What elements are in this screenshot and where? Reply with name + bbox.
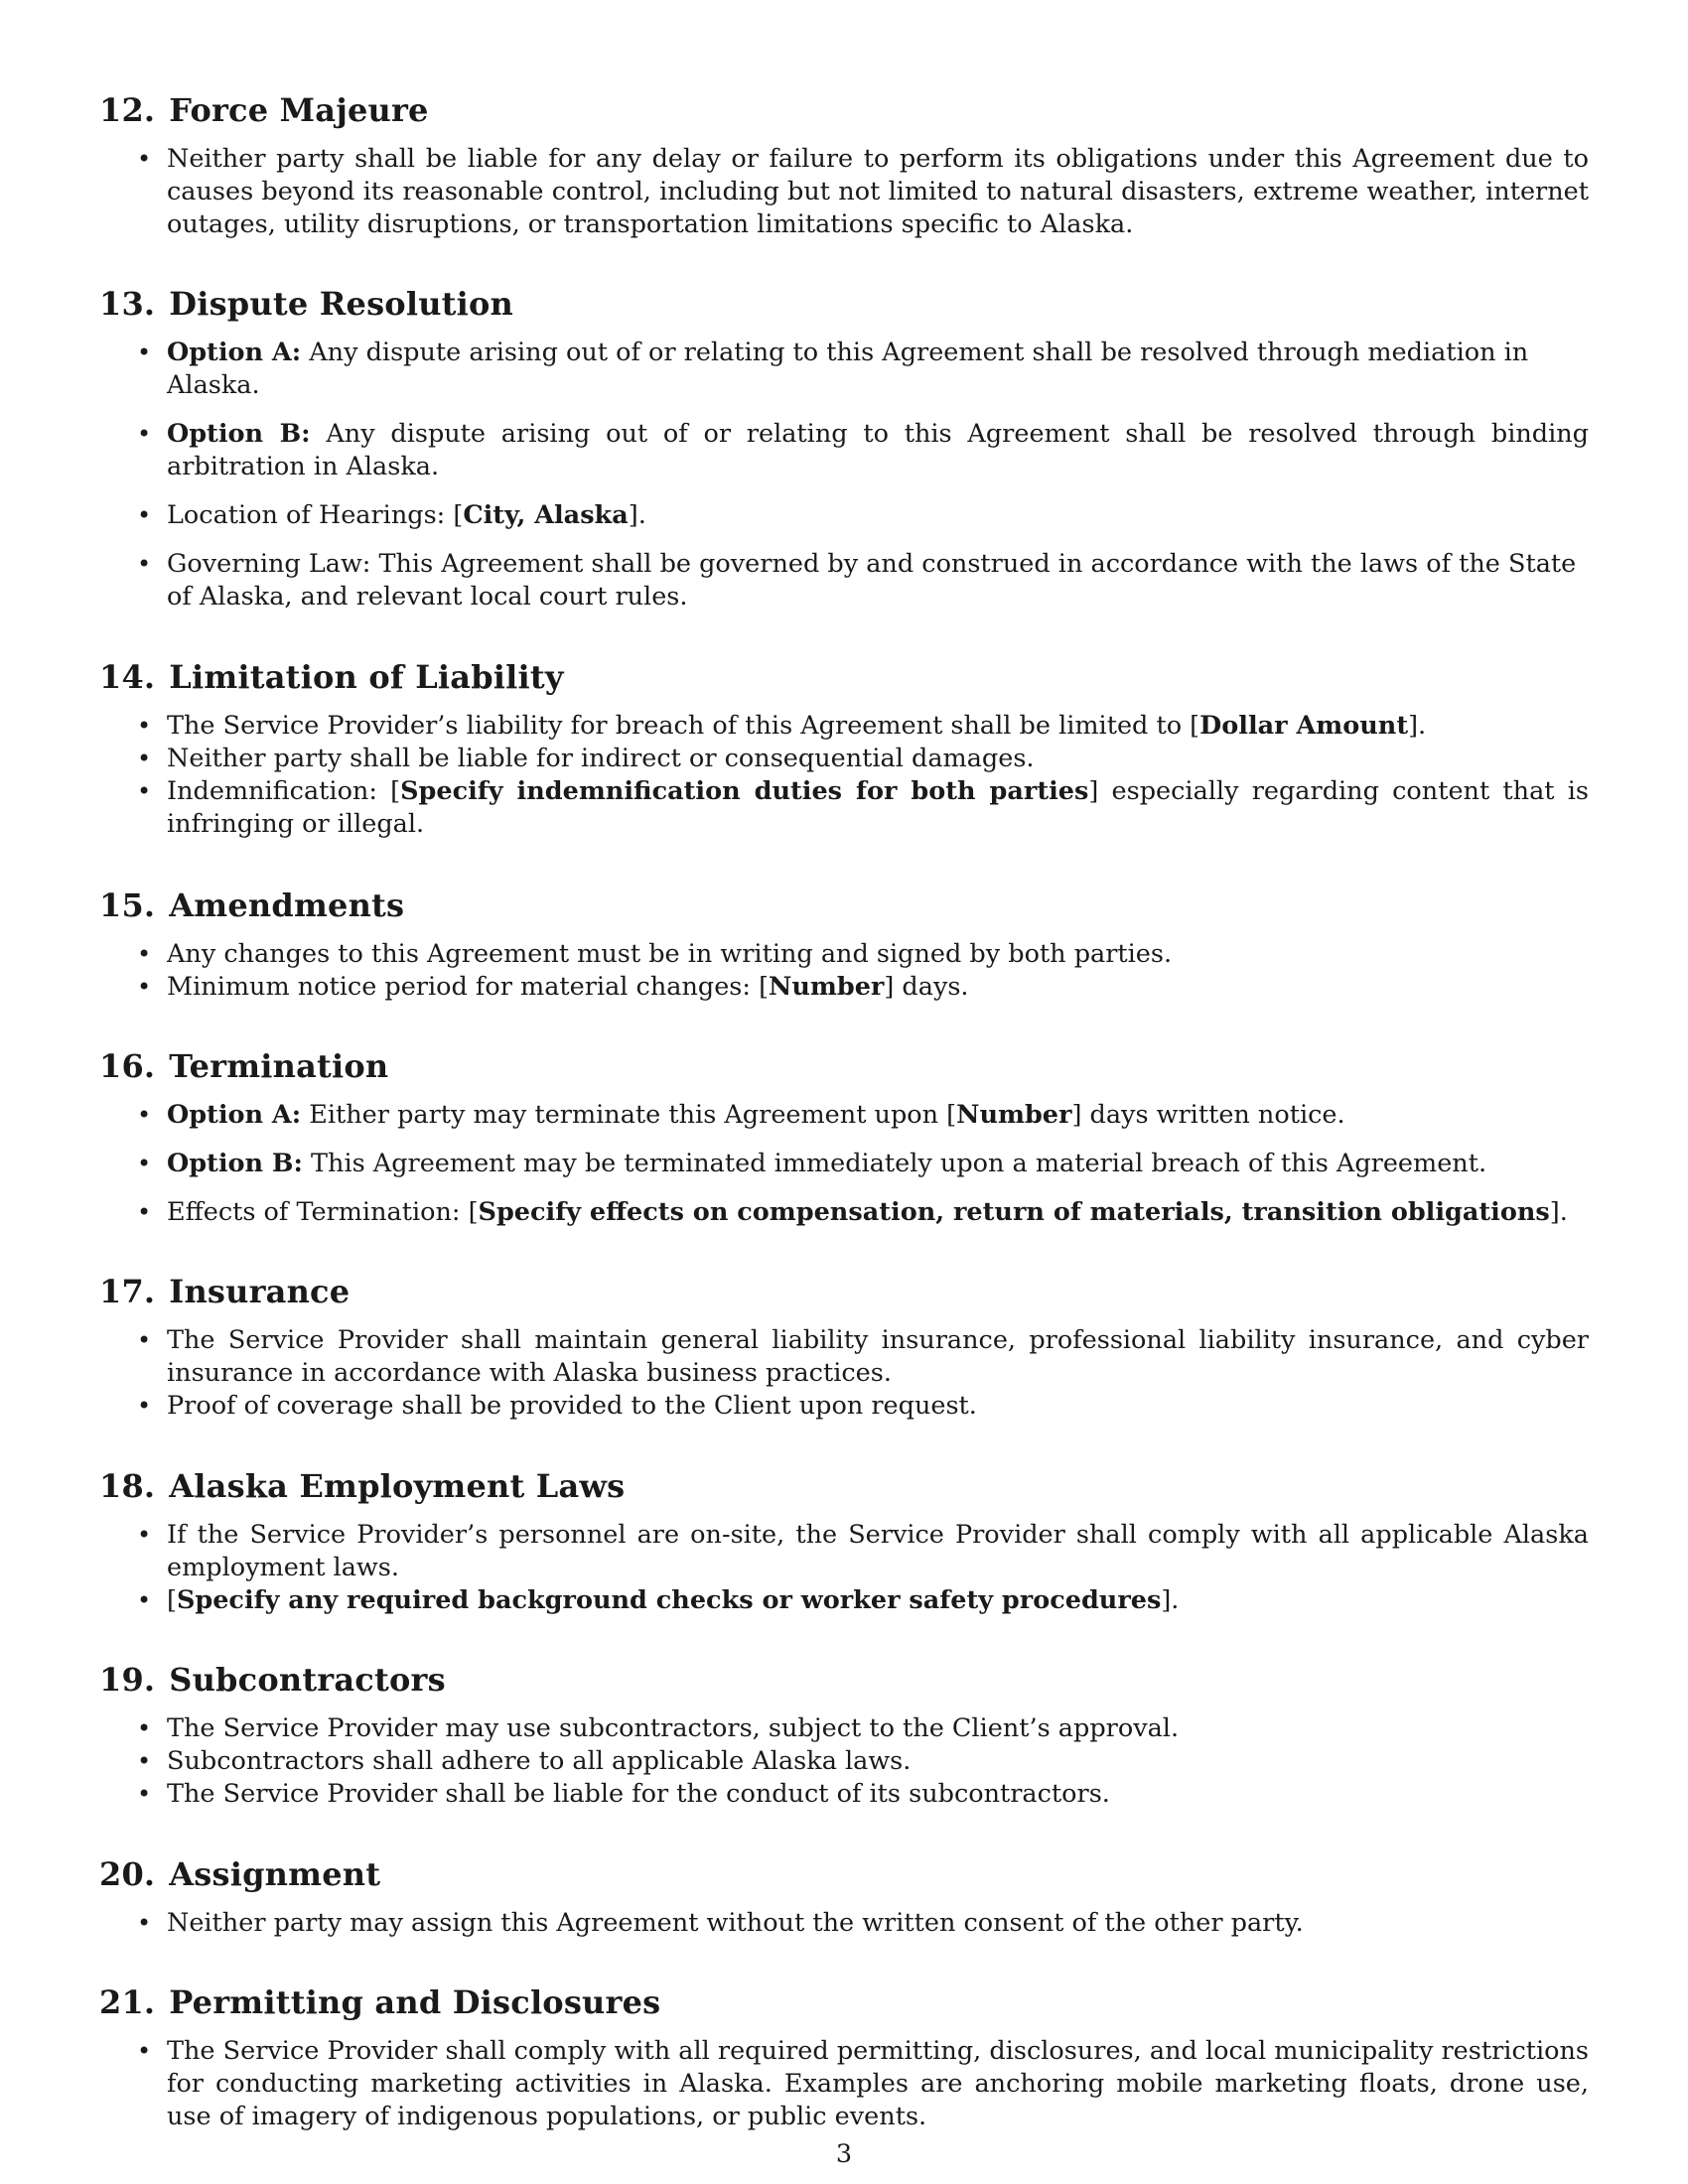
bullet-list [99, 143, 1589, 241]
list-item: • The Service Provider shall comply with all required permitting, disclosures, and local municipality restrictions for conducting marketing activities in Alaska. Examples are anchoring mobile marketing floats, drone use, use of imagery of indigenous populations, or public events. [99, 2035, 1589, 2133]
list-item: • Option B: This Agreement may be terminated immediately upon a material breach of this Agreement. [99, 1148, 1589, 1180]
section-dispute-resolution [99, 285, 1589, 614]
list-item: • The Service Provider shall be liable for the conduct of its subcontractors. [99, 1778, 1589, 1811]
section-heading: 19. Subcontractors [99, 1661, 446, 1699]
section-alaska-employment-laws [99, 1467, 1589, 1617]
list-item: • Minimum notice period for material changes: [Number] days. [99, 971, 1589, 1004]
list-item: • Option A: Any dispute arising out of or relating to this Agreement shall be resolved through mediation in Alaska. [99, 337, 1589, 402]
section-heading: 12. Force Majeure [99, 91, 429, 129]
list-item: • Neither party may assign this Agreement without the written consent of the other party. [99, 1907, 1589, 1940]
list-item: • [Specify any required background checks or worker safety procedures]. [99, 1584, 1589, 1617]
section-subcontractors [99, 1661, 1589, 1811]
section-assignment [99, 1855, 1589, 1940]
section-termination [99, 1047, 1589, 1229]
section-heading: 18. Alaska Employment Laws [99, 1467, 626, 1505]
bullet-list [99, 2035, 1589, 2133]
list-item: • Any changes to this Agreement must be in writing and signed by both parties. [99, 938, 1589, 971]
section-heading: 16. Termination [99, 1047, 389, 1085]
bullet-list [99, 1324, 1589, 1423]
section-insurance [99, 1273, 1589, 1423]
list-item: • Option A: Either party may terminate this Agreement upon [Number] days written notice. [99, 1099, 1589, 1132]
bullet-list [99, 1907, 1589, 1940]
section-force-majeure [99, 91, 1589, 241]
section-limitation-of-liability [99, 658, 1589, 841]
list-item: • Indemnification: [Specify indemnification duties for both parties] especially regarding content that is infringing or illegal. [99, 775, 1589, 841]
list-item: • Option B: Any dispute arising out of or relating to this Agreement shall be resolved through binding arbitration in Alaska. [99, 418, 1589, 483]
list-item: • Neither party shall be liable for any delay or failure to perform its obligations under this Agreement due to causes beyond its reasonable control, including but not limited to natural disasters, extreme weather, internet outages, utility disruptions, or transportation limitations specific to Alaska. [99, 143, 1589, 241]
list-item: • Location of Hearings: [City, Alaska]. [99, 499, 1589, 532]
bullet-list [99, 1099, 1589, 1229]
section-heading: 21. Permitting and Disclosures [99, 1983, 661, 2021]
section-heading: 17. Insurance [99, 1273, 351, 1310]
bullet-list [99, 938, 1589, 1004]
list-item: • Effects of Termination: [Specify effects on compensation, return of materials, transition obligations]. [99, 1196, 1589, 1229]
list-item: • The Service Provider’s liability for breach of this Agreement shall be limited to [Dollar Amount]. [99, 710, 1589, 743]
bullet-list [99, 337, 1589, 614]
list-item: • If the Service Provider’s personnel are on-site, the Service Provider shall comply with all applicable Alaska employment laws. [99, 1519, 1589, 1584]
section-amendments [99, 887, 1589, 1004]
section-heading: 14. Limitation of Liability [99, 658, 564, 696]
section-heading: 20. Assignment [99, 1855, 381, 1893]
bullet-list [99, 710, 1589, 841]
list-item: • The Service Provider shall maintain general liability insurance, professional liability insurance, and cyber insurance in accordance with Alaska business practices. [99, 1324, 1589, 1390]
page-number: 3 [835, 2139, 853, 2169]
section-heading: 15. Amendments [99, 887, 405, 924]
list-item: • Governing Law: This Agreement shall be governed by and construed in accordance with the laws of the State of Alaska, and relevant local court rules. [99, 548, 1589, 614]
bullet-list [99, 1712, 1589, 1811]
bullet-list [99, 1519, 1589, 1617]
list-item: • Neither party shall be liable for indirect or consequential damages. [99, 743, 1589, 775]
list-item: • Proof of coverage shall be provided to the Client upon request. [99, 1390, 1589, 1423]
section-heading: 13. Dispute Resolution [99, 285, 514, 323]
list-item: • Subcontractors shall adhere to all applicable Alaska laws. [99, 1745, 1589, 1778]
document-page [99, 91, 1589, 2133]
list-item: • The Service Provider may use subcontractors, subject to the Client’s approval. [99, 1712, 1589, 1745]
section-permitting-and-disclosures [99, 1983, 1589, 2133]
